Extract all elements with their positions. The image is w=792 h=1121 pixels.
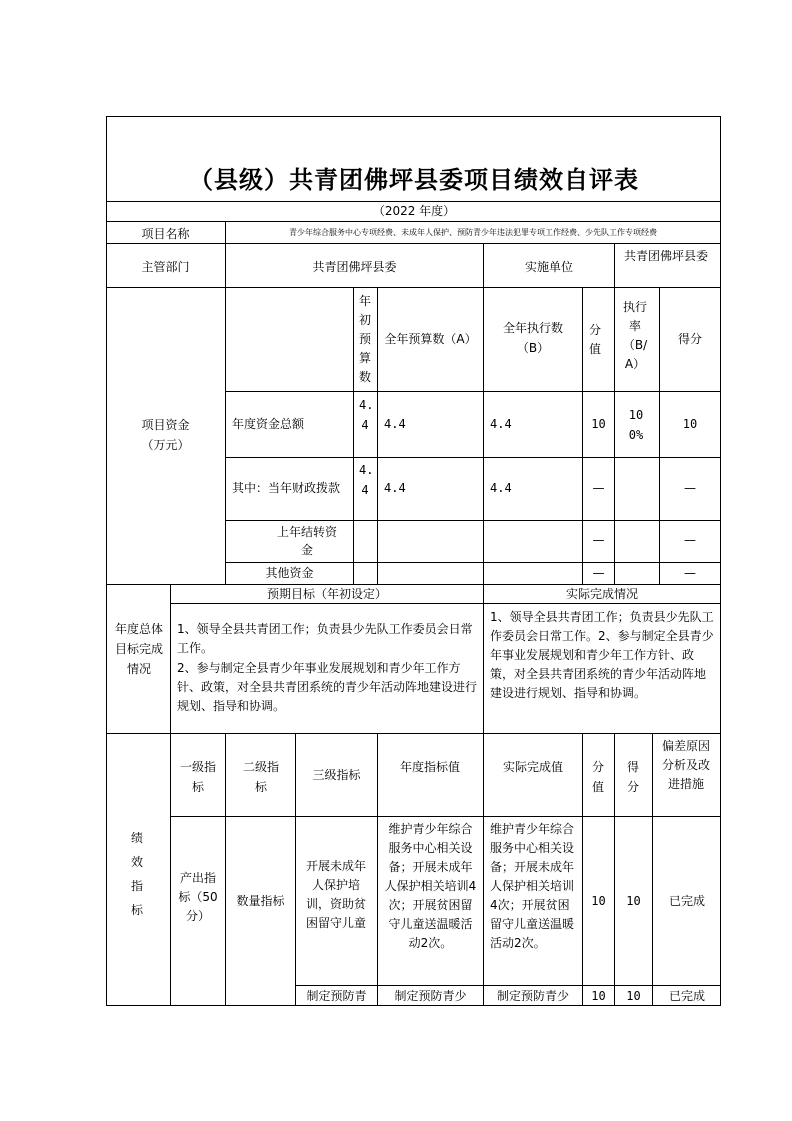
rule	[377, 733, 378, 1006]
score: 10	[626, 894, 641, 908]
level3-indicator: 开展未成年人保护培训，资助贫困留守儿童	[305, 859, 366, 930]
row-score-value: 10	[591, 417, 606, 431]
row-label: 上年结转资金	[276, 525, 337, 557]
row-label: 其他资金	[265, 566, 314, 580]
header-actual: 实际完成值	[503, 760, 564, 774]
header-executed: 全年执行数	[502, 321, 563, 335]
row-annual: 4.4	[384, 417, 406, 431]
row-label: 年度资金总额	[232, 417, 305, 431]
row-executed: 4.4	[490, 417, 512, 431]
page-title: （县级）共青团佛坪县委项目绩效自评表	[189, 165, 639, 194]
output-indicator-label: 产出指标（50分）	[178, 871, 218, 923]
score-value: 10	[591, 989, 606, 1003]
rule	[483, 584, 484, 733]
row-score: —	[684, 566, 696, 580]
rule	[614, 733, 615, 1006]
header-score: 得分	[626, 760, 639, 794]
row-executed: 4.4	[490, 481, 512, 495]
row-initial: 4.4	[359, 463, 374, 497]
rule	[170, 584, 171, 1006]
header-target: 年度指标值	[399, 760, 460, 774]
row-rate: 100%	[628, 408, 644, 442]
fiscal-year: （2022 年度）	[372, 204, 456, 218]
row-score-value: —	[592, 566, 605, 580]
row-score-value: —	[592, 481, 605, 495]
goals-label: 年度总体目标完成情况	[114, 622, 163, 676]
row-initial: 4.4	[359, 398, 374, 432]
row-score: —	[684, 481, 696, 495]
deviation-note: 已完成	[668, 989, 705, 1003]
rule	[106, 584, 721, 585]
score-value: 10	[591, 894, 606, 908]
dept-value: 共青团佛坪县委	[312, 260, 397, 274]
deviation-note: 已完成	[668, 894, 705, 908]
row-label: 其中：当年财政拨款	[232, 481, 341, 495]
rule	[225, 733, 226, 1006]
dept-label: 主管部门	[141, 260, 190, 274]
rule	[106, 1005, 721, 1006]
funds-unit: （万元）	[141, 438, 190, 452]
rule	[582, 733, 583, 1006]
rule	[170, 816, 721, 817]
level3-indicator: 制定预防青	[306, 989, 367, 1003]
project-name-value: 青少年综合服务中心专项经费、未成年人保护、预防青少年违法犯罪专项工作经费、少先队工作专项经费	[289, 228, 657, 237]
rule	[225, 287, 226, 585]
expected-goal-1: 1、领导全县共青团工作；负责县少先队工作委员会日常工作。	[177, 622, 473, 655]
actual-header: 实际完成情况	[565, 587, 638, 601]
quantity-indicator-label: 数量指标	[236, 894, 285, 908]
rule	[106, 287, 721, 288]
expected-goal-2: 2、参与制定全县青少年事业发展规划和青少年工作方针、政策，对全县共青团系统的青少年活动阵地建设进行规划、指导和协调。	[177, 661, 478, 713]
target-value: 维护青少年综合服务中心相关设备；开展未成年人保护相关培训4次；开展贫困留守儿童送温暖活动2次。	[384, 822, 477, 950]
rule	[353, 287, 354, 585]
header-initial-budget: 年初预算数	[358, 294, 371, 384]
score: 10	[626, 989, 641, 1003]
header-score-value: 分值	[588, 323, 601, 356]
header-level1: 一级指标	[179, 760, 216, 794]
rule	[225, 391, 721, 392]
actual-value: 维护青少年综合服务中心相关设备；开展未成年人保护相关培训4次；开展贫困留守儿童送温暖活动2次。	[490, 822, 575, 950]
rule	[106, 243, 721, 244]
funds-label: 项目资金	[141, 418, 190, 432]
rule	[106, 733, 721, 734]
header-deviation: 偏差原因分析及改进措施	[661, 739, 710, 791]
rule	[106, 221, 721, 222]
row-score-value: —	[592, 533, 605, 547]
rule	[295, 985, 721, 986]
rule	[106, 201, 721, 202]
impl-label: 实施单位	[524, 260, 573, 274]
header-exec-rate: 执行率（B/A）	[622, 300, 648, 371]
header-level2: 二级指标	[242, 760, 279, 794]
row-score: 10	[682, 417, 698, 431]
rule	[225, 457, 721, 458]
actual-value: 制定预防青少	[496, 989, 569, 1003]
expected-header: 预期目标（年初设定）	[266, 587, 387, 601]
rule	[483, 733, 484, 1006]
rule	[225, 520, 721, 521]
header-score-value: 分值	[591, 760, 604, 794]
target-value: 制定预防青少	[394, 989, 467, 1003]
row-score: —	[684, 533, 696, 547]
header-executed-b: （B）	[516, 341, 550, 355]
rule	[614, 243, 615, 287]
rule	[170, 603, 721, 604]
rule	[225, 562, 721, 563]
actual-goal: 1、领导全县共青团工作；负责县少先队工作委员会日常工作。2、参与制定全县青少年事业发展规划和青少年工作方针、政策，对全县共青团系统的青少年活动阵地建设进行规划、指导和协调。	[490, 610, 714, 700]
header-level3: 三级指标	[312, 768, 361, 782]
indicators-label: 绩效指标	[130, 831, 143, 917]
rule	[652, 733, 653, 1006]
project-name-label: 项目名称	[141, 227, 190, 241]
header-annual-budget: 全年预算数（A）	[384, 332, 477, 346]
rule	[614, 287, 615, 585]
impl-value: 共青团佛坪县委	[623, 249, 708, 263]
header-score: 得分	[677, 332, 702, 346]
row-annual: 4.4	[384, 481, 406, 495]
